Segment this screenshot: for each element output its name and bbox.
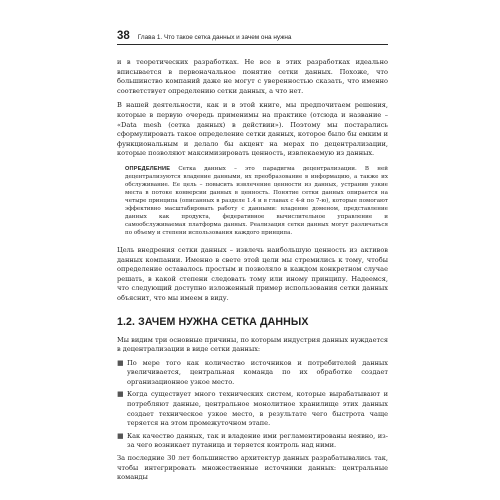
bullet-icon: ■ (117, 358, 124, 367)
list-item (117, 432, 388, 451)
bullet-icon: ■ (117, 390, 124, 399)
list-item-text: Когда существует много технических систем, которые вырабатывают и потребляют данные, центральное монолитное хранилище этих данных создает техническое узкое место, в результате чего быстрота чаще теряется на этом промежуточном этапе. (127, 390, 388, 428)
list-item-text: По мере того как количество источников и потребителей данных увеличивается, центральная команда по их обработке создает организационное узкое место. (127, 358, 388, 386)
paragraph-intro-continued: и в теоретических разработках. Не все в этих разработках идеально вписывается в первоначальное понятие сетки данных. Похоже, что большинство компаний даже не могут с уверенностью сказать, что именно соответствует определению сетки данных, а что нет. (117, 58, 388, 95)
definition-text: Сетка данных – это парадигма децентрализации. В ней децентрализуются владение данными, их преобразование в информацию, а также их обслуживание. Ее цель – повысить извлечение ценности из данных, устранив узкие места в потоке конверсии данных в ценность. Понятие сетки данных опирается на четыре принципа (описанных в разделе 1.4 и в главах с 4-й по 7-ю), которые помогают эффективно масштабировать работу с данными: владение доменом, представление данных как продукта, федеративное вычислительное управление и самообслуживаемая платформа данных. Реализация сетки данных могут различаться по объему и степени использования каждого принципа. (125, 165, 388, 236)
definition-box (125, 165, 388, 237)
running-header (117, 30, 388, 45)
page-number: 38 (117, 30, 130, 42)
paragraph-architecture-history: За последние 30 лет большинство архитектур данных разрабатывались так, чтобы интегрировать множественные источники данных: центральные команды (117, 454, 388, 482)
reasons-list (117, 359, 388, 451)
bullet-icon: ■ (117, 431, 124, 440)
section-heading: 1.2. ЗАЧЕМ НУЖНА СЕТКА ДАННЫХ (117, 315, 309, 328)
list-item (117, 359, 388, 388)
paragraph-goal: Цель внедрения сетки данных – извлечь наибольшую ценность из активов данных компании. Именно в свете этой цели мы стремились к тому, чтобы определение оставалось простым и позволяло в каждом конкретном случае решать, в какой степени следовать тому или иному принципу. Надеемся, что следующий доступно изложенный пример использования сетки данных объяснит, что мы имеем в виду. (117, 245, 388, 302)
book-page (117, 30, 388, 483)
definition-label: ОПРЕДЕЛЕНИЕ (125, 165, 171, 172)
chapter-title: Глава 1. Что такое сетка данных и зачем она нужна (137, 34, 292, 41)
list-item-text: Как качество данных, так и владение ими регламентированы неявно, из-за чего возникает путаница и теряется контроль над ними. (127, 431, 388, 450)
paragraph-reasons-intro: Мы видим три основные причины, по которым индустрия данных нуждается в децентрализации в виде сетки данных: (117, 335, 388, 354)
list-item (117, 390, 388, 428)
paragraph-practical-approach: В нашей деятельности, как и в этой книге, мы предпочитаем решения, которые в первую очередь применимы на практике (отсюда и название – «Data mesh (сетка данных) в действии»). Поэтому мы постарались сформулировать такое определение сетки данных, которое было бы емким и функциональным и делало бы акцент на мерах по децентрализации, которые позволяют максимизировать ценность, извлекаемую из данных. (117, 101, 388, 158)
